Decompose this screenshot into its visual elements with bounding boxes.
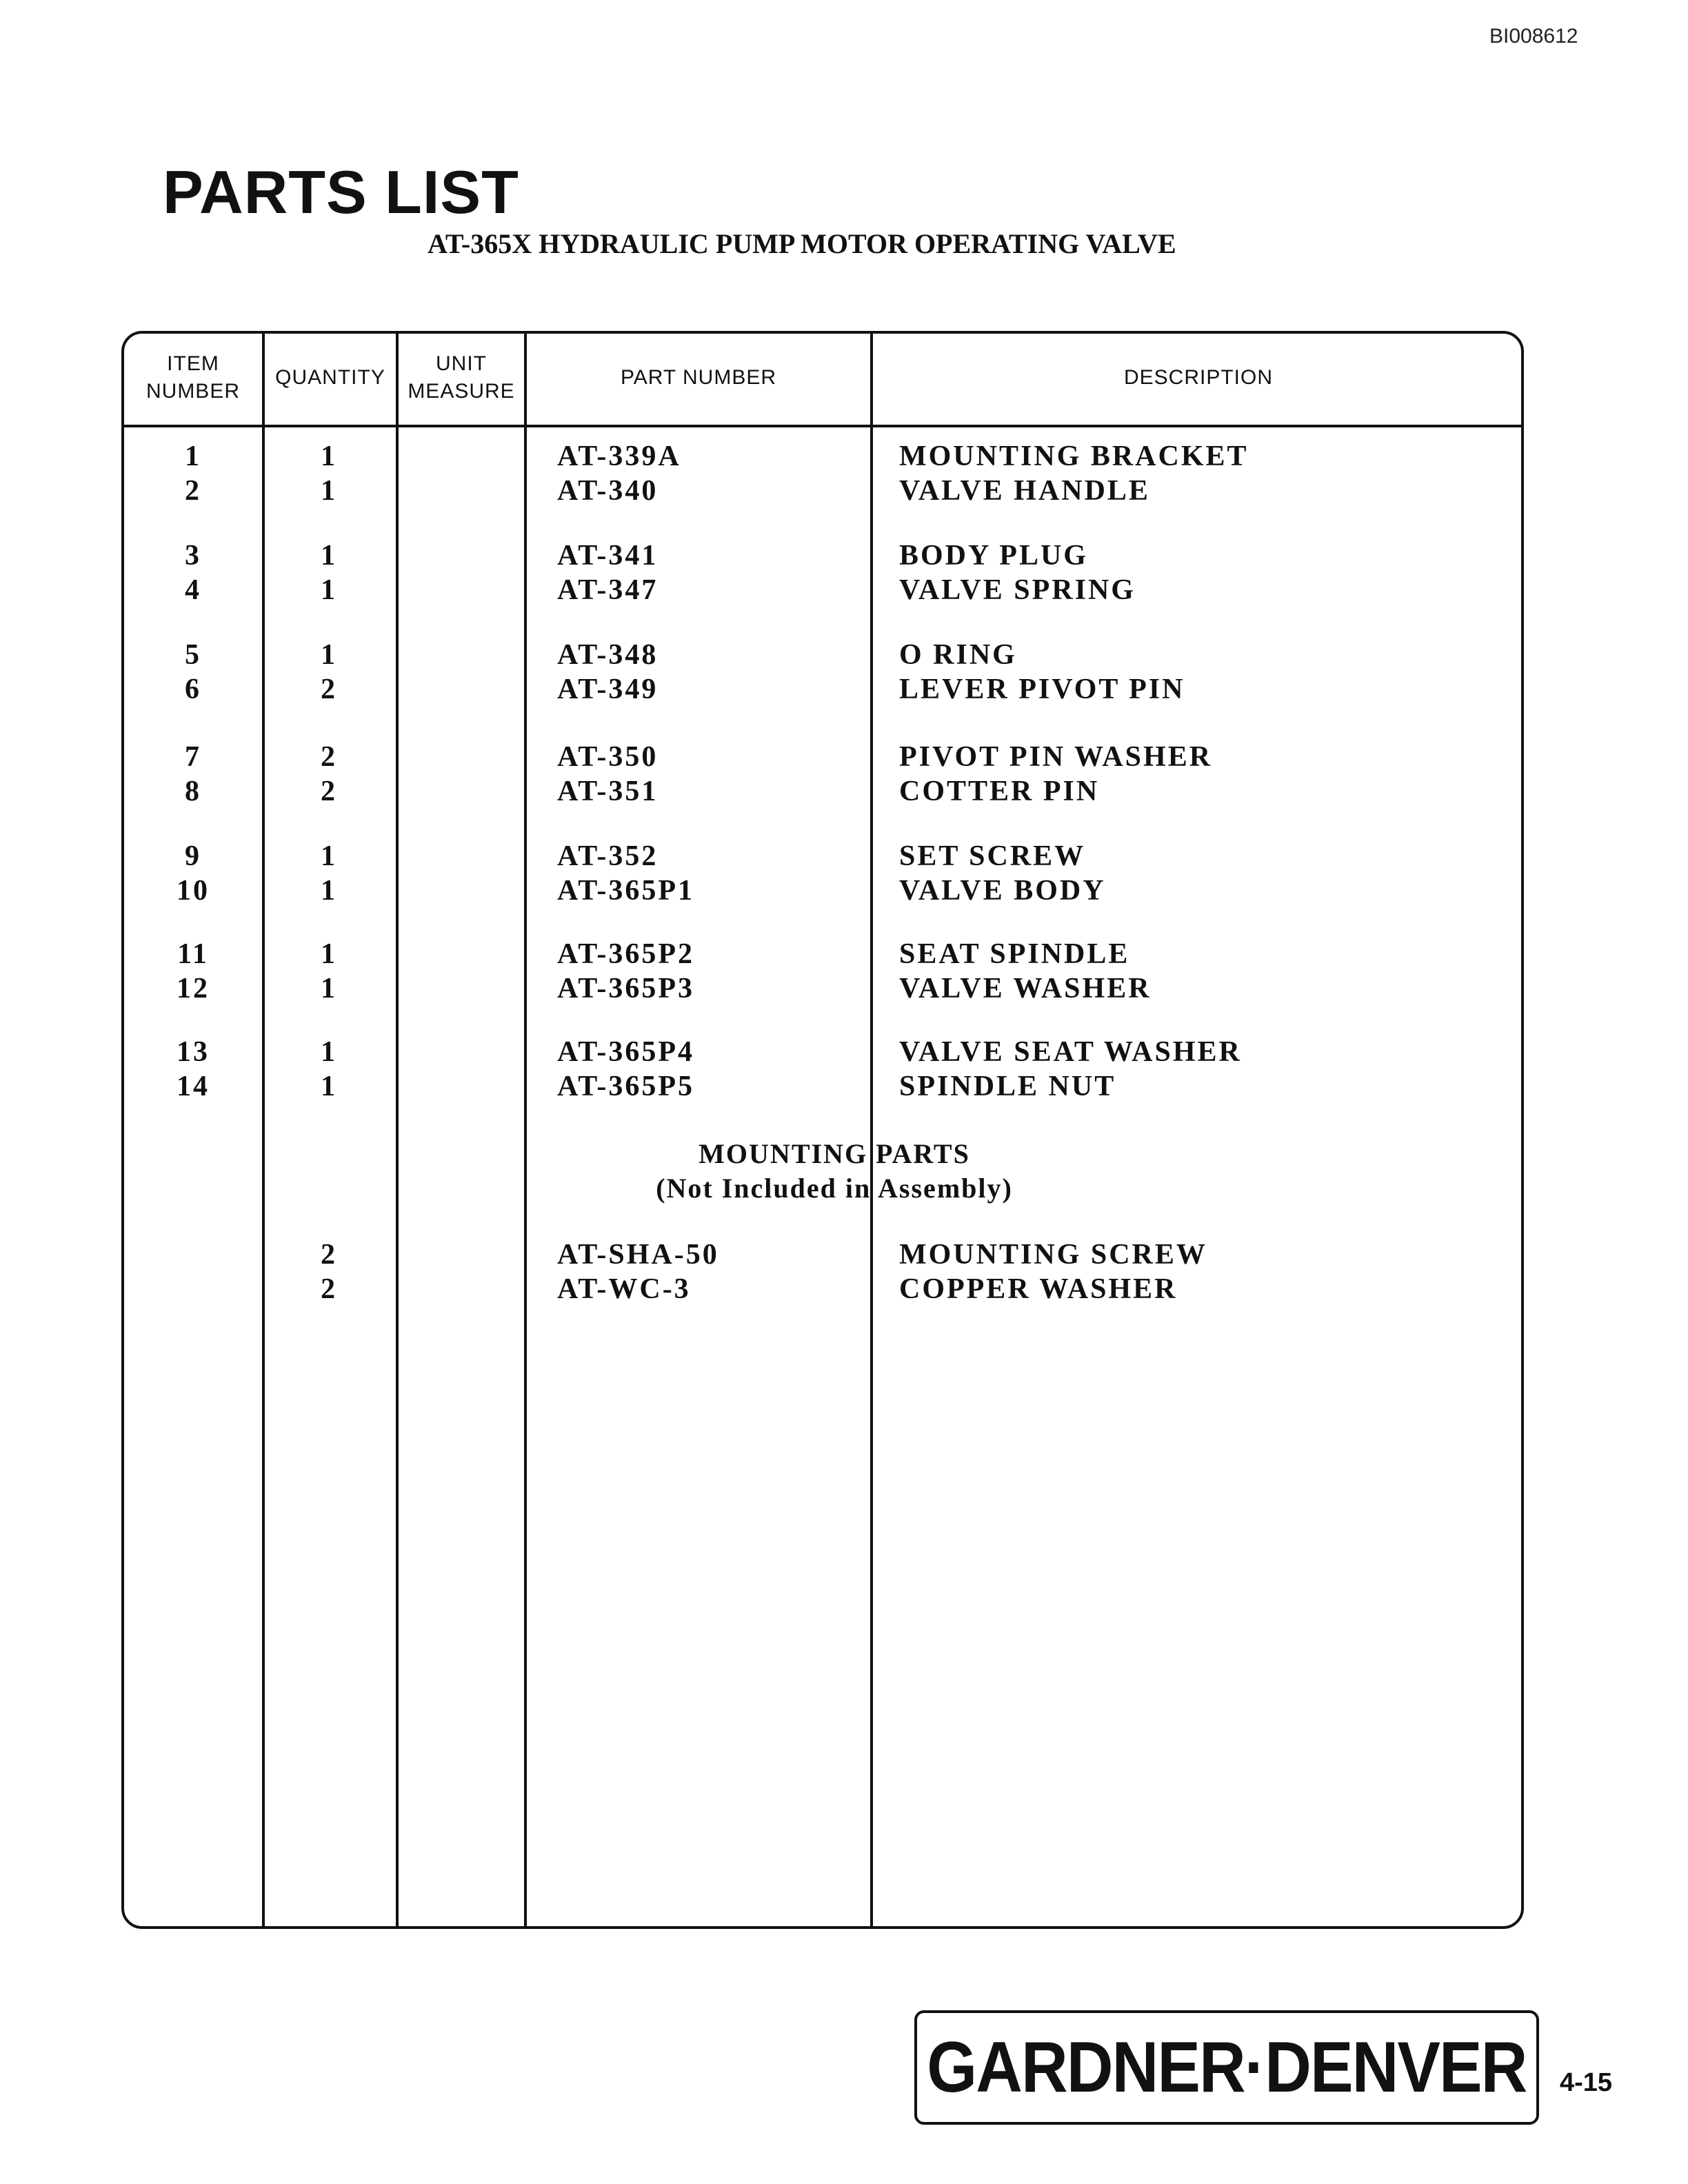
part-number: AT-340 [557, 475, 659, 507]
description: VALVE WASHER [899, 973, 1152, 1004]
part-number: AT-365P5 [557, 1071, 695, 1102]
part-number: AT-352 [557, 840, 659, 872]
quantity: 1 [321, 574, 337, 606]
description: VALVE BODY [899, 875, 1106, 907]
gardner-denver-logo [914, 2010, 1539, 2125]
quantity: 1 [321, 1036, 337, 1068]
description: MOUNTING BRACKET [899, 441, 1249, 472]
part-number: AT-365P1 [557, 875, 695, 907]
part-number: AT-347 [557, 574, 659, 606]
item-number: 7 [185, 741, 201, 773]
quantity: 1 [321, 1071, 337, 1102]
column-divider [396, 331, 399, 1929]
quantity: 2 [321, 674, 337, 705]
document-id: BI008612 [1489, 25, 1578, 48]
header-quantity: QUANTITY [275, 366, 385, 389]
description: SET SCREW [899, 840, 1086, 872]
logo-text: GARDNER·DENVER [927, 2027, 1527, 2107]
quantity: 1 [321, 875, 337, 907]
quantity: 2 [321, 1273, 337, 1305]
part-number: AT-365P3 [557, 973, 695, 1004]
header-description: DESCRIPTION [1123, 366, 1274, 389]
column-divider [524, 331, 527, 1929]
description: O RING [899, 639, 1017, 671]
quantity: 2 [321, 776, 337, 807]
part-number: AT-WC-3 [557, 1273, 691, 1305]
description: COTTER PIN [899, 776, 1100, 807]
part-number: AT-339A [557, 441, 681, 472]
quantity: 2 [321, 1239, 337, 1271]
description: VALVE HANDLE [899, 475, 1150, 507]
header-unit-measure: UNIT MEASURE [408, 352, 515, 403]
description: MOUNTING SCREW [899, 1239, 1207, 1271]
quantity: 1 [321, 840, 337, 872]
column-divider [870, 331, 873, 1929]
description: VALVE SEAT WASHER [899, 1036, 1242, 1068]
quantity: 1 [321, 475, 337, 507]
item-number: 10 [177, 875, 210, 907]
part-number: AT-348 [557, 639, 659, 671]
item-number: 11 [177, 938, 209, 970]
part-number: AT-SHA-50 [557, 1239, 719, 1271]
page-subtitle: AT-365X HYDRAULIC PUMP MOTOR OPERATING VALVE [428, 228, 1176, 259]
header-part-number: PART NUMBER [620, 366, 777, 389]
header-divider [121, 425, 1524, 427]
description: LEVER PIVOT PIN [899, 674, 1185, 705]
item-number: 4 [185, 574, 201, 606]
item-number: 2 [185, 475, 201, 507]
item-number: 12 [177, 973, 210, 1004]
description: BODY PLUG [899, 540, 1088, 572]
quantity: 1 [321, 441, 337, 472]
description: VALVE SPRING [899, 574, 1136, 606]
item-number: 1 [185, 441, 201, 472]
item-number: 5 [185, 639, 201, 671]
part-number: AT-351 [557, 776, 659, 807]
quantity: 1 [321, 540, 337, 572]
item-number: 6 [185, 674, 201, 705]
mounting-parts-note: (Not Included in Assembly) [656, 1173, 1013, 1204]
description: COPPER WASHER [899, 1273, 1178, 1305]
item-number: 8 [185, 776, 201, 807]
mounting-parts-heading: MOUNTING PARTS [699, 1138, 970, 1169]
item-number: 3 [185, 540, 201, 572]
page-title: PARTS LIST [163, 158, 519, 226]
quantity: 1 [321, 973, 337, 1004]
part-number: AT-341 [557, 540, 659, 572]
part-number: AT-365P4 [557, 1036, 695, 1068]
quantity: 2 [321, 741, 337, 773]
description: PIVOT PIN WASHER [899, 741, 1213, 773]
quantity: 1 [321, 639, 337, 671]
item-number: 13 [177, 1036, 210, 1068]
page-number: 4-15 [1560, 2068, 1613, 2097]
item-number: 9 [185, 840, 201, 872]
part-number: AT-349 [557, 674, 659, 705]
description: SEAT SPINDLE [899, 938, 1130, 970]
item-number: 14 [177, 1071, 210, 1102]
part-number: AT-350 [557, 741, 659, 773]
part-number: AT-365P2 [557, 938, 695, 970]
header-item-number: ITEM NUMBER [145, 352, 240, 403]
quantity: 1 [321, 938, 337, 970]
description: SPINDLE NUT [899, 1071, 1116, 1102]
